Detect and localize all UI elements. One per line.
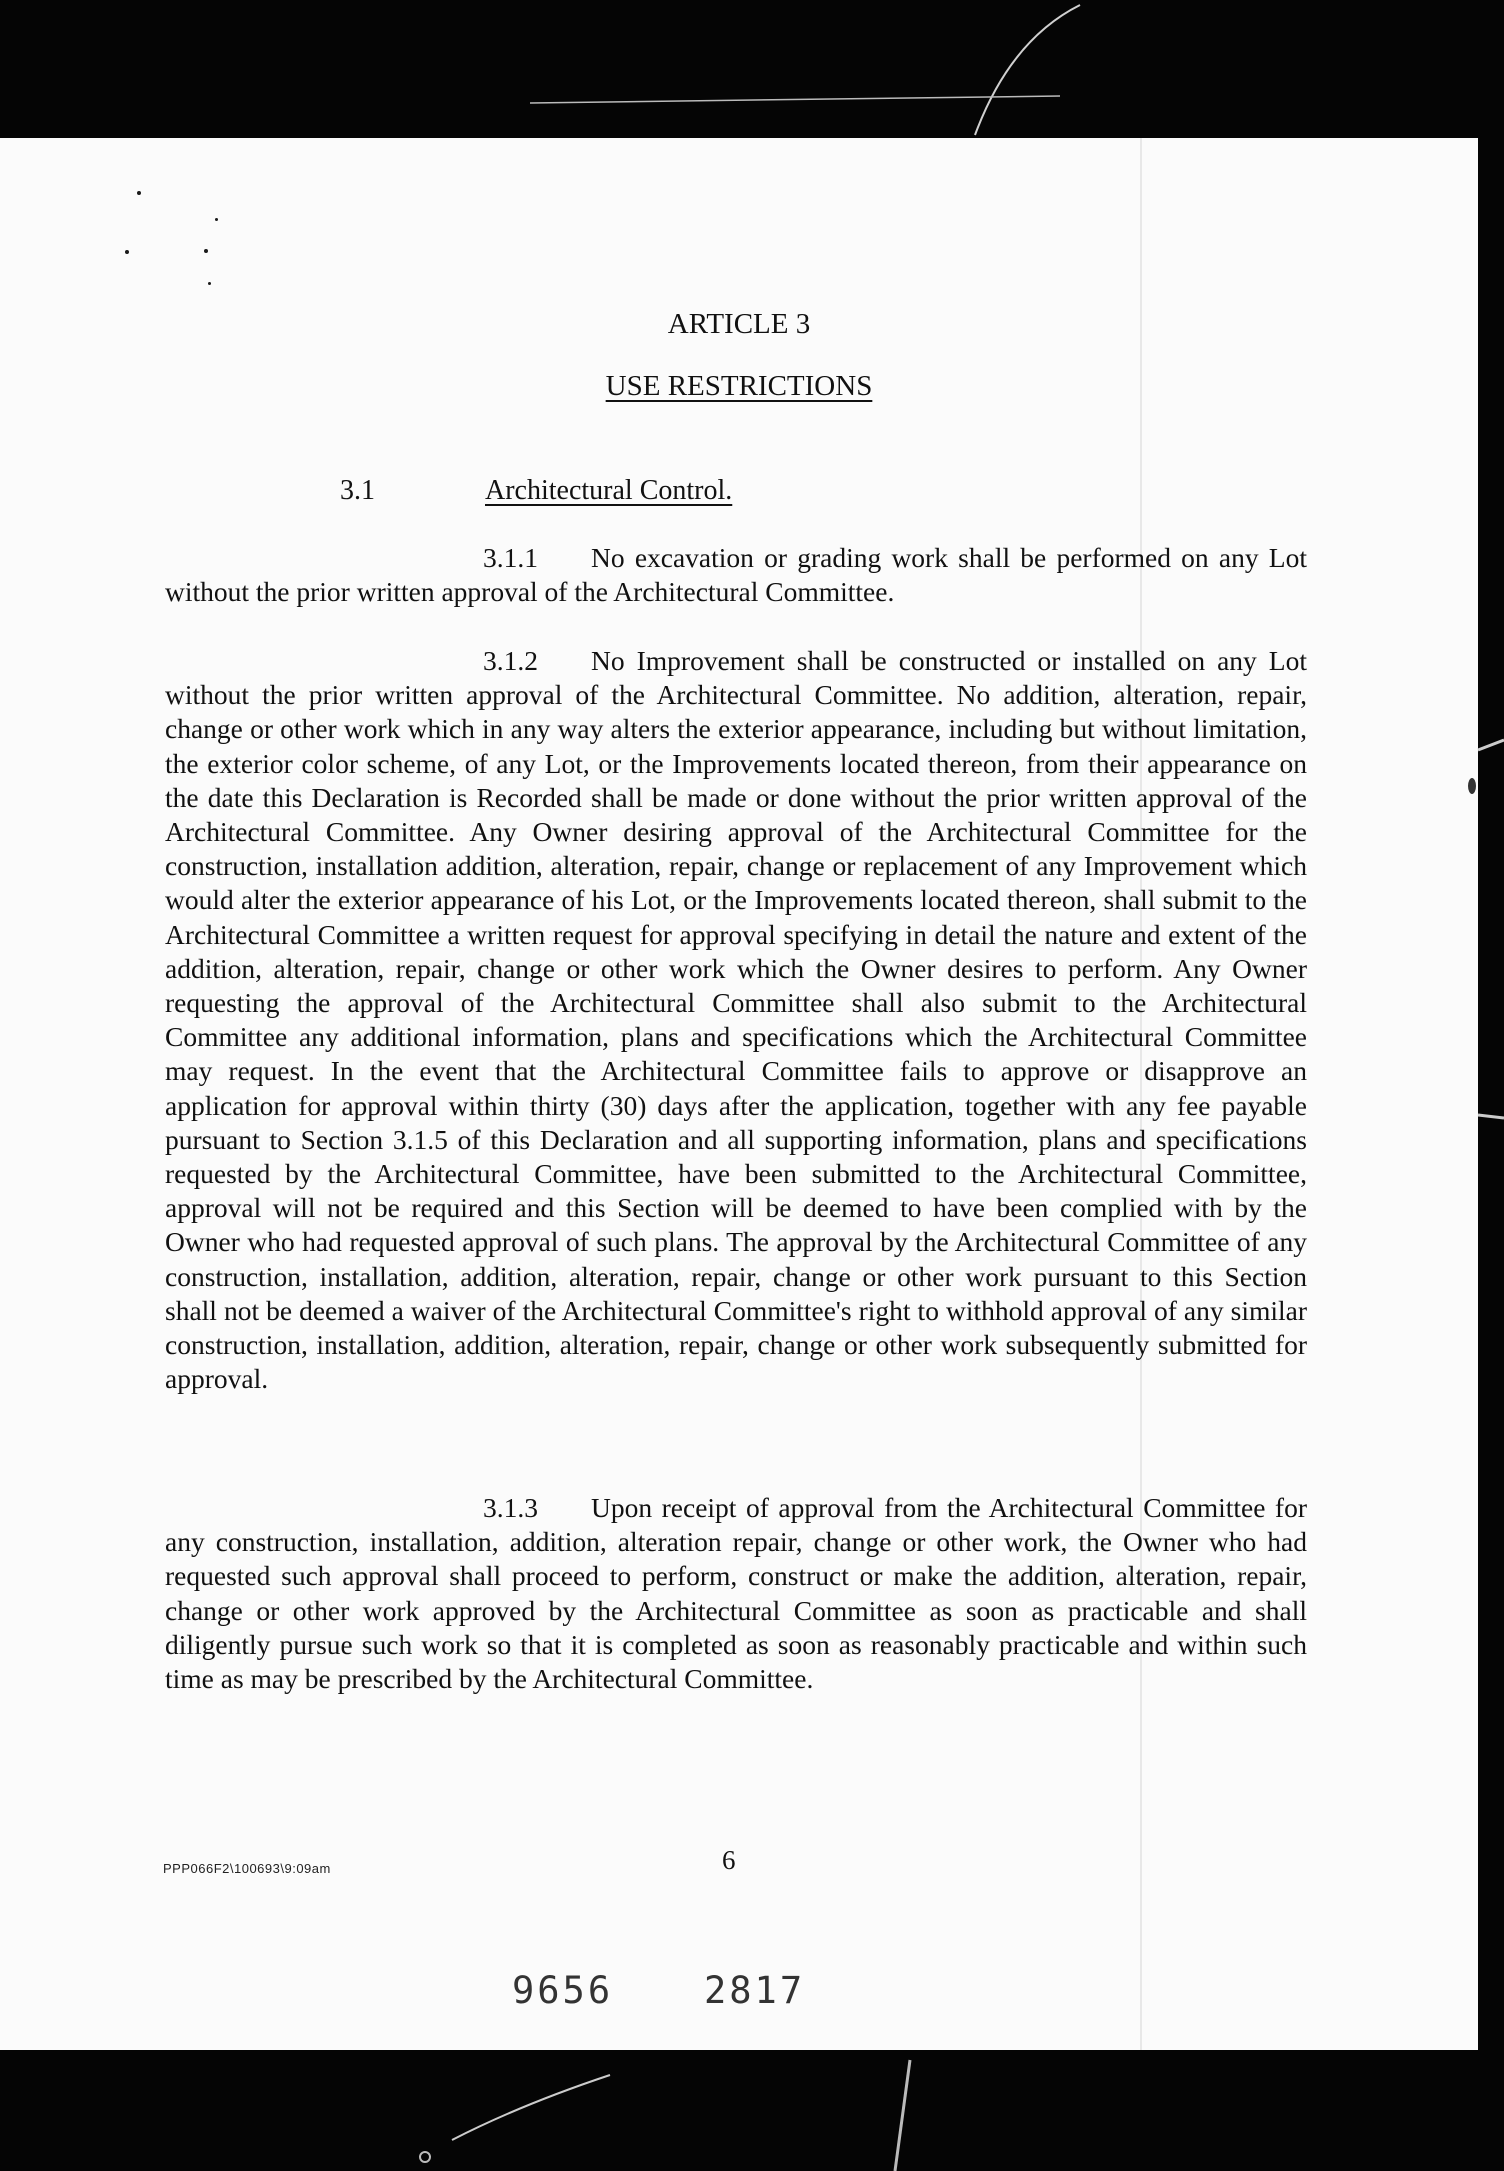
paragraph-text: No excavation or grading work shall be performed on any Lot without the prior written approval of the Architectural Committee. — [165, 542, 1307, 608]
article-title: USE RESTRICTIONS — [605, 370, 873, 402]
section-title: Architectural Control. — [485, 475, 733, 506]
scan-artifact-line — [530, 96, 1060, 103]
scan-speck — [1468, 778, 1476, 794]
scan-speck — [204, 249, 208, 253]
scan-artifact-line — [895, 2060, 910, 2171]
footer-file-code: PPP066F2\100693\9:09am — [163, 1861, 331, 1876]
paragraph-3-1-1 — [165, 541, 1307, 609]
paragraph-text: Upon receipt of approval from the Architectural Committee for any construction, installation, addition, alteration repair, change or other work, the Owner who had requested such approval shall proceed to perform, construct or make the addition, alteration, repair, change or other work approved by the Architectural Committee as soon as practicable and shall diligently pursue such work so that it is completed as soon as reasonably practicable and within such time as may be prescribed by the Architectural Committee. — [165, 1492, 1307, 1695]
scan-artifact-line — [1478, 1115, 1504, 1118]
scan-artifact-line — [1478, 740, 1504, 750]
recording-stamp-page: 2817 — [704, 1969, 806, 2012]
page-number: 6 — [722, 1845, 736, 1875]
paragraph-3-1-3 — [165, 1491, 1307, 1696]
paragraph-number: 3.1.1 — [483, 542, 538, 573]
paragraph-number: 3.1.2 — [483, 645, 538, 676]
scan-artifact-dot — [420, 2152, 430, 2162]
paragraph-number: 3.1.3 — [483, 1492, 538, 1523]
scan-artifact-curve — [975, 5, 1080, 135]
recording-stamp-book: 9656 — [512, 1969, 614, 2012]
paragraph-text: No Improvement shall be constructed or installed on any Lot without the prior written approval of the Architectural Committee. No addition, alteration, repair, change or other work which in any way alters the exterior appearance, including but without limitation, the exterior color scheme, of any Lot, or the Improvements located thereon, from their appearance on the date this Declaration is Recorded shall be made or done without the prior written approval of the Architectural Committee. Any Owner desiring approval of the Architectural Committee for the construction, installation addition, alteration, repair, change or replacement of any Improvement which would alter the exterior appearance of his Lot, or the Improvements located thereon, shall submit to the Architectural Committee a written request for approval specifying in detail the nature and extent of the addition, alteration, repair, change or other work which the Owner desires to perform. Any Owner requesting the approval of the Architectural Committee shall also submit to the Architectural Committee any additional information, plans and specifications which the Architectural Committee may request. In the event that the Architectural Committee fails to approve or disapprove an application for approval within thirty (30) days after the application, together with any fee payable pursuant to Section 3.1.5 of this Declaration and all supporting information, plans and specifications requested by the Architectural Committee, have been submitted to the Architectural Committee, approval will not be required and this Section will be deemed to have been complied with by the Owner who had requested approval of such plans. The approval by the Architectural Committee of any construction, installation, addition, alteration, repair, change or other work pursuant to this Section shall not be deemed a waiver of the Architectural Committee's right to withhold approval of any similar construction, installation, addition, alteration, repair, change or other work subsequently submitted for approval. — [165, 645, 1307, 1395]
section-number: 3.1 — [340, 475, 375, 506]
scan-speck — [137, 191, 141, 195]
scan-artifact-curve — [452, 2075, 610, 2140]
scan-speck — [215, 218, 218, 221]
scan-speck — [208, 282, 211, 285]
document-page — [0, 138, 1478, 2050]
paragraph-3-1-2 — [165, 644, 1307, 1396]
article-heading: ARTICLE 3 — [667, 308, 811, 340]
scan-speck — [125, 250, 129, 254]
